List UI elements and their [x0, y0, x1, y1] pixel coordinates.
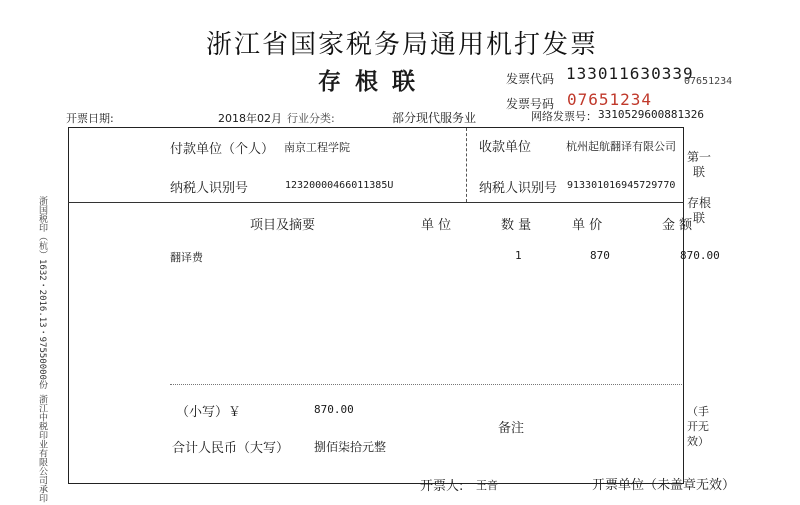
network-invoice-number-tail: 26 — [690, 108, 704, 121]
payee-tax-id-label: 纳税人识别号 — [479, 181, 558, 196]
issuer-label: 开票人: — [420, 479, 464, 494]
invoice-code-faint: 07651234 — [684, 76, 733, 87]
network-invoice-number-main: 33105296008813 — [598, 108, 691, 121]
issue-date-label: 开票日期: — [66, 112, 114, 125]
invoice-code-label: 发票代码 — [506, 72, 555, 86]
col-header-price: 单 价 — [572, 218, 603, 233]
item-row-qty: 1 — [515, 249, 522, 262]
invoice-code: 133011630339 — [566, 64, 694, 83]
copy-name-label: 存根联 — [686, 196, 711, 225]
industry-class-label: 行业分类: — [287, 112, 335, 125]
industry-value: 部分现代服务业 — [392, 111, 477, 125]
invoice-number: 07651234 — [567, 90, 653, 109]
total-small-value: 870.00 — [314, 403, 354, 416]
total-big-value: 捌佰柒拾元整 — [314, 440, 387, 454]
network-invoice-number — [598, 108, 704, 121]
col-header-amount: 金 额 — [662, 218, 693, 233]
remarks-label: 备注 — [498, 421, 525, 436]
items-bottom-dotted — [170, 384, 682, 385]
issuer-name: 王音 — [476, 479, 498, 492]
network-invoice-label: 网络发票号： — [531, 110, 597, 123]
total-small-label: （小写）￥ — [176, 405, 242, 420]
item-row-name: 翻译费 — [170, 251, 203, 264]
invoice-title: 浙江省国家税务局通用机打发票 — [206, 30, 599, 60]
parties-vertical-divider — [466, 128, 467, 202]
total-big-label: 合计人民币（大写） — [172, 441, 290, 456]
seal-label: 开票单位（未盖章无效） — [592, 478, 736, 493]
payee-tax-id: 913301016945729770 — [567, 180, 676, 191]
payee-name: 杭州起航翻译有限公司 — [566, 140, 676, 153]
handwritten-invalid-note: （手开无效） — [687, 405, 709, 448]
col-header-item: 项目及摘要 — [250, 218, 316, 233]
payer-label: 付款单位（个人） — [170, 142, 275, 157]
invoice-number-label: 发票号码 — [506, 97, 555, 111]
issue-date: 2018年02月 — [218, 112, 282, 125]
payer-name: 南京工程学院 — [284, 141, 350, 154]
item-row-amount: 870.00 — [680, 249, 720, 262]
item-row-price: 870 — [590, 249, 610, 262]
col-header-qty: 数 量 — [501, 218, 532, 233]
payee-label: 收款单位 — [479, 140, 532, 155]
parties-divider — [68, 202, 684, 203]
invoice-subtitle: 存根联 — [318, 68, 429, 95]
copy-number-label: 第一联 — [686, 150, 711, 179]
printer-info: 浙国税印（杭）1632・2016.13・97550000份 浙江中税印业有限公司承印 — [37, 196, 47, 503]
payer-tax-id: 12320000466011385U — [285, 180, 394, 191]
payer-tax-id-label: 纳税人识别号 — [170, 181, 249, 196]
col-header-unit: 单 位 — [421, 218, 452, 233]
